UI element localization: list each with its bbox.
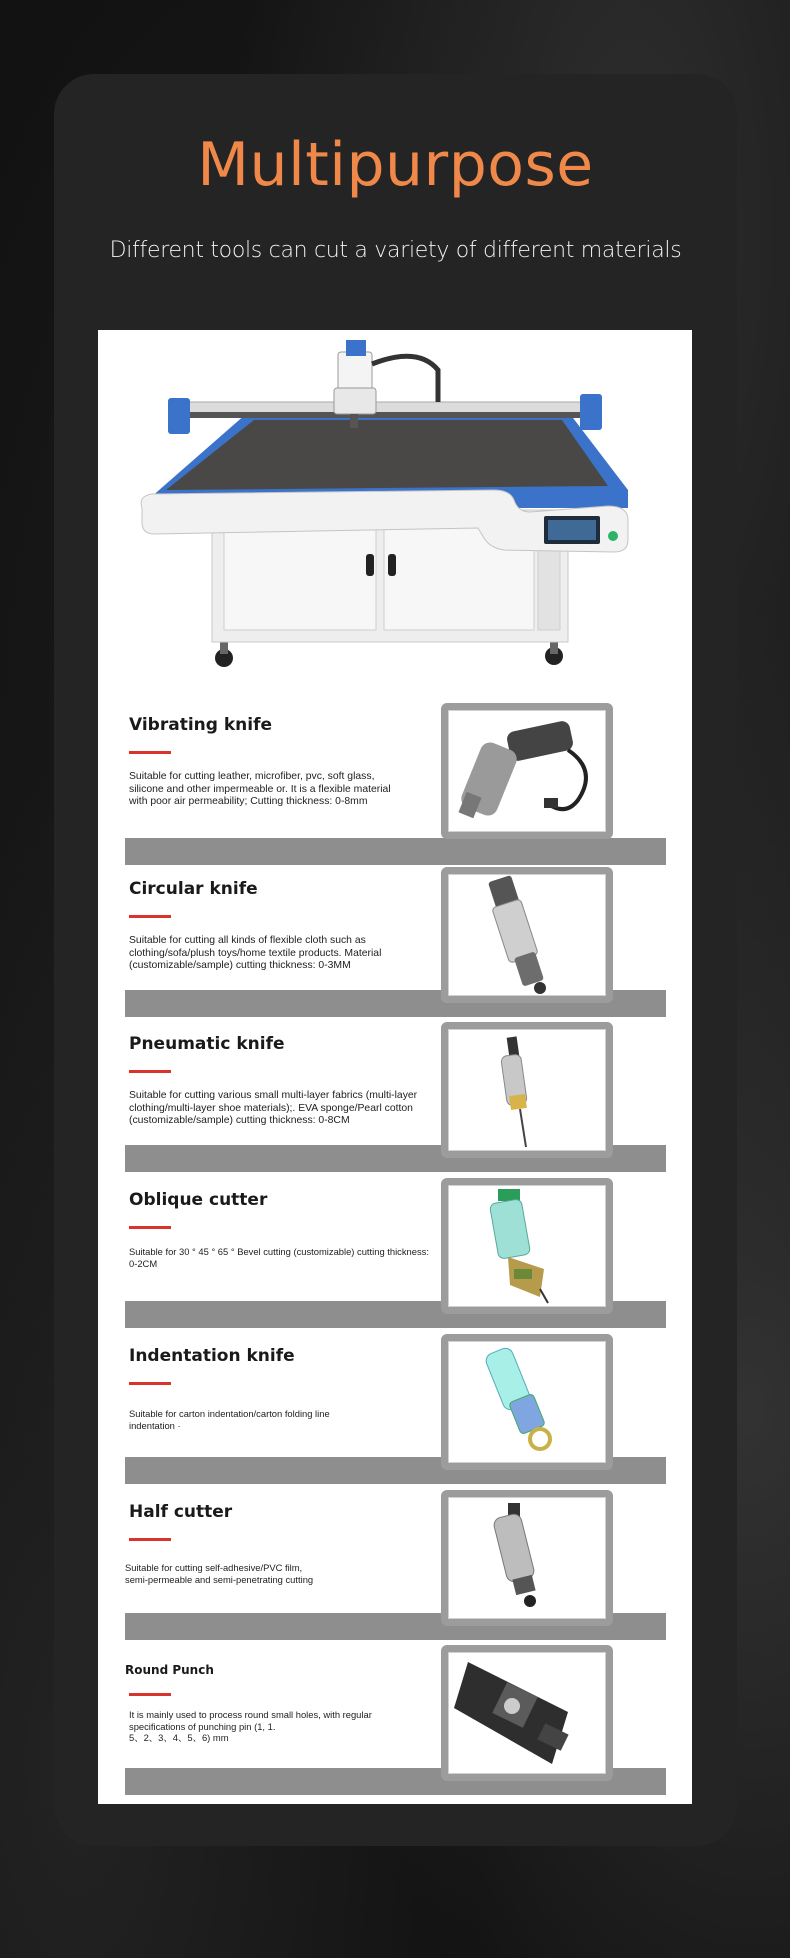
tool-row-bar <box>125 838 666 865</box>
tool-row-round-punch <box>125 1645 666 1795</box>
title-underline <box>129 915 171 918</box>
tool-image-frame <box>441 1645 613 1781</box>
product-card <box>54 74 737 1846</box>
tool-row-circular-knife <box>125 867 666 1017</box>
tool-name: Oblique cutter <box>129 1190 268 1210</box>
tool-description: Suitable for carton indentation/carton folding line indentation · <box>129 1408 330 1431</box>
title-underline <box>129 1382 171 1385</box>
tool-row-oblique-cutter <box>125 1178 666 1328</box>
round-punch-icon <box>448 1652 606 1774</box>
tool-image-frame <box>441 1334 613 1470</box>
indentation-knife-icon <box>448 1341 606 1463</box>
tool-row-pneumatic-knife <box>125 1022 666 1172</box>
tool-name: Vibrating knife <box>129 715 273 735</box>
page-subtitle: Different tools can cut a variety of different materials <box>109 238 682 263</box>
title-underline <box>129 1226 171 1229</box>
tool-name: Half cutter <box>129 1502 233 1522</box>
tool-description: Suitable for cutting leather, microfiber, pvc, soft glass, silicone and other impermeable or. It is a flexible material with poor air permeability; Cutting thickness: 0-8mm <box>129 771 391 807</box>
cutting-machine-image <box>138 340 662 680</box>
tool-image-frame <box>441 1490 613 1626</box>
tool-name: Round Punch <box>125 1663 214 1677</box>
tool-image-frame <box>441 1022 613 1158</box>
tool-name: Pneumatic knife <box>129 1034 285 1054</box>
tool-description: Suitable for cutting various small multi-layer fabrics (multi-layer clothing/multi-layer shoe materials);. EVA sponge/Pearl cotton (customizable/sample) cutting thickness: 0-8CM <box>129 1090 418 1126</box>
tool-description: Suitable for cutting all kinds of flexible cloth such as clothing/sofa/plush toys/home textile products. Material (customizable/sample) cutting thickness: 0-3MM <box>129 935 382 971</box>
tool-description: Suitable for cutting self-adhesive/PVC film, semi-permeable and semi-penetrating cutting <box>125 1562 314 1585</box>
circular-knife-icon <box>448 874 606 996</box>
tool-image-frame <box>441 703 613 839</box>
tool-name: Circular knife <box>129 879 258 899</box>
title-underline <box>129 1538 171 1541</box>
vibrating-knife-icon <box>448 710 606 832</box>
tool-description: Suitable for 30 ° 45 ° 65 ° Bevel cutting (customizable) cutting thickness: 0-2CM <box>129 1246 429 1269</box>
half-cutter-icon <box>448 1497 606 1619</box>
product-image-panel <box>98 330 692 1804</box>
title-underline <box>129 751 171 754</box>
page-title: Multipurpose <box>197 130 594 200</box>
tool-name: Indentation knife <box>129 1346 295 1366</box>
title-underline <box>129 1693 171 1696</box>
tool-description: It is mainly used to process round small holes, with regular specifications of punching pin (1, 1. 5、2、3、4、5、6) mm <box>129 1709 372 1743</box>
tool-row-vibrating-knife <box>125 703 666 853</box>
tool-row-indentation-knife <box>125 1334 666 1484</box>
tool-image-frame <box>441 867 613 1003</box>
tool-image-frame <box>441 1178 613 1314</box>
pneumatic-knife-icon <box>448 1029 606 1151</box>
tool-row-half-cutter <box>125 1490 666 1640</box>
oblique-cutter-icon <box>448 1185 606 1307</box>
title-underline <box>129 1070 171 1073</box>
